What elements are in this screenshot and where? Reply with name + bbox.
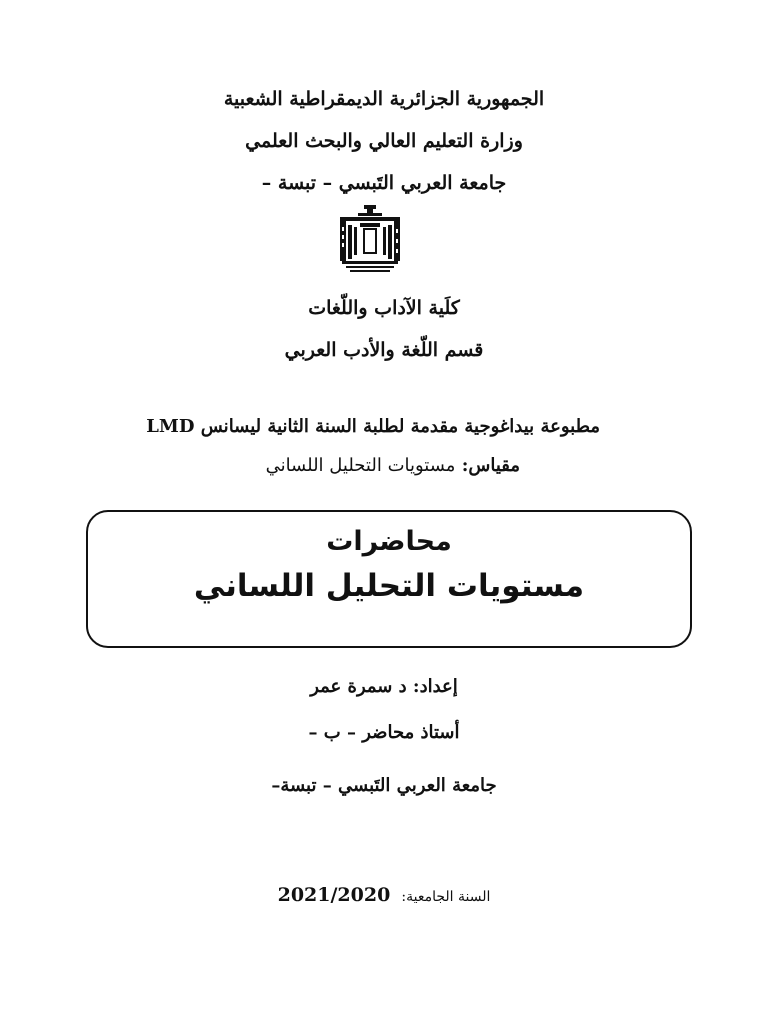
module-name: مستويات التحليل اللساني: [265, 455, 456, 476]
author-rank: أستاذ محاضر – ب –: [308, 722, 460, 743]
module-label: مقياس:: [461, 455, 520, 476]
title-lectures: محاضرات: [326, 526, 452, 557]
academic-year-label: السنة الجامعية:: [401, 889, 491, 905]
title-subject: مستويات التحليل اللساني: [193, 568, 585, 604]
faculty-name: كلَية الآداب واللّغات: [308, 297, 460, 319]
prepared-by: إعداد: د سمرة عمر: [310, 676, 458, 697]
title-box: [86, 510, 692, 648]
publication-description: مطبوعة بيداغوجية مقدمة لطلبة السنة الثانية ليسانس LMD: [146, 416, 600, 437]
department-name: قسم اللّغة والأدب العربي: [284, 339, 484, 361]
university-heading: جامعة العربي التَبسي – تبسة –: [261, 172, 507, 194]
ministry-heading: وزارة التعليم العالي والبحث العلمي: [245, 130, 523, 152]
republic-heading: الجمهورية الجزائرية الديمقراطية الشعبية: [223, 88, 545, 110]
academic-year: [0, 884, 768, 906]
module-line: [140, 455, 520, 476]
university-logo: [334, 203, 406, 275]
academic-year-value: 2021/2020: [277, 884, 391, 906]
author-university: جامعة العربي التَبسي – تبسة–: [271, 775, 497, 796]
